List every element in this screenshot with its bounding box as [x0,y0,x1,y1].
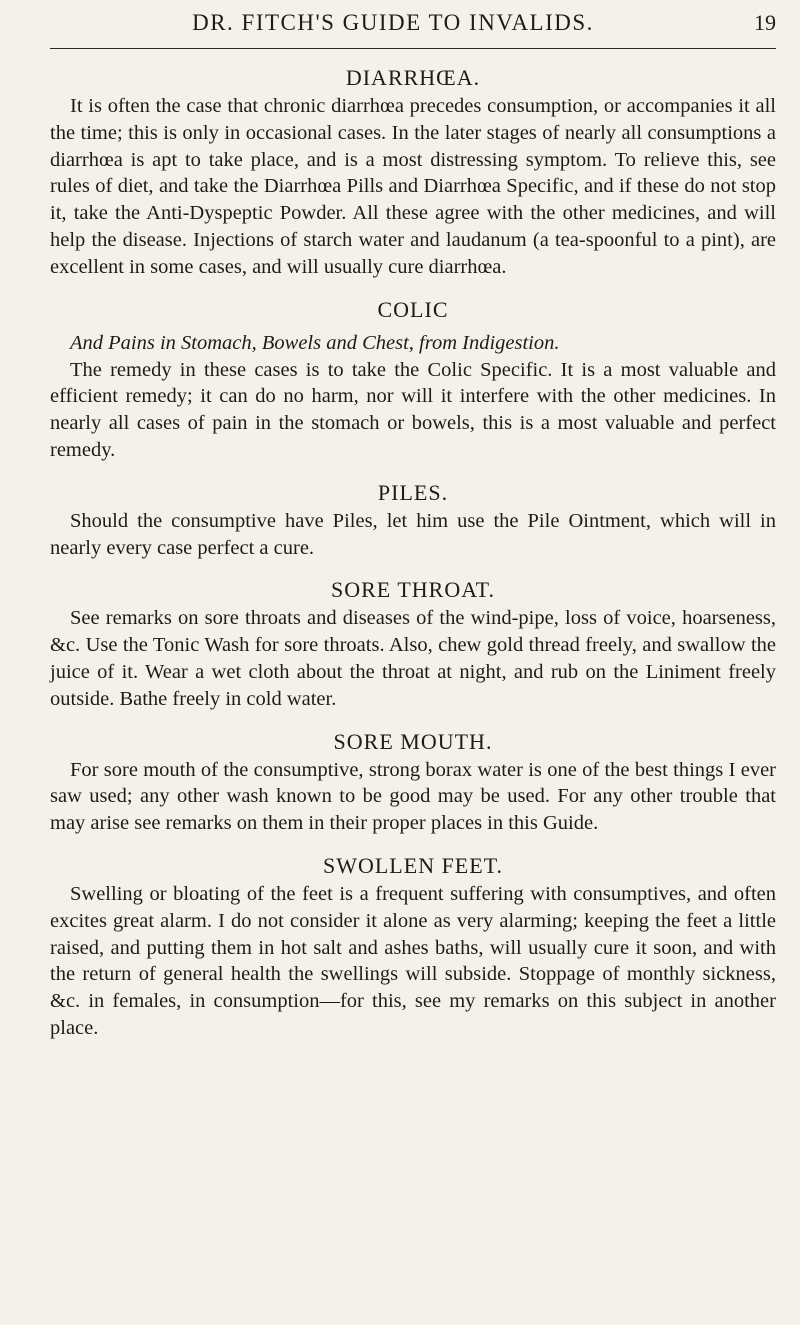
section-paragraph: For sore mouth of the consumptive, strong borax water is one of the best things I ever saw used; any other wash known to be good may be used. For any other trouble that may arise see remarks on them in their proper places in this Guide. [50,758,776,835]
section-heading: PILES. [377,479,449,505]
section-paragraph: Swelling or bloating of the feet is a frequent suffering with consumptives, and often excites great alarm. I do not consider it alone as very alarming; keeping the feet a little raised, and putting them in hot salt and ashes baths, will usually cure it soon, and with the return of general health the swellings will subside. Stoppage of monthly sickness, &c. in females, in consumption—for this, see my remarks on this subject in another place. [50,882,776,1039]
section-heading: SORE THROAT. [331,577,495,603]
running-header [50,4,776,49]
book-page [50,0,776,1325]
section-piles [50,478,776,562]
section-swollen-feet [50,851,776,1042]
section-heading: SORE MOUTH. [333,728,493,754]
section-paragraph: It is often the case that chronic diarrhœa precedes consumption, or accompanies it all the time; this is only in occasional cases. In the later stages of nearly all consumptions a diarrhœa is apt to take place, and is a most distressing symptom. To relieve this, see rules of diet, and take the Diarrhœa Pills and Diarrhœa Specific, and if these do not stop it, take the Anti-Dyspeptic Powder. All these agree with the other medicines, and will help the disease. Injections of starch water and laudanum (a tea-spoonful to a pint), are excellent in some cases, and will usually cure diarrhœa. [50,95,776,278]
section-sore-throat [50,575,776,712]
section-subheading: And Pains in Stomach, Bowels and Chest, from Indigestion. [70,331,560,354]
section-diarrhoea [50,63,776,281]
section-paragraph: See remarks on sore throats and diseases of the wind-pipe, loss of voice, hoarseness, &c. Use the Tonic Wash for sore throats. Also, chew gold thread freely, and swallow the juice of it. Wear a wet cloth about the throat at night, and rub on the Liniment freely outside. Bathe freely in cold water. [50,607,776,710]
section-heading: COLIC [377,296,449,322]
section-heading: SWOLLEN FEET. [322,852,503,878]
section-colic [50,295,776,464]
page-number: 19 [754,10,776,35]
section-paragraph: Should the consumptive have Piles, let him use the Pile Ointment, which will in nearly every case perfect a cure. [50,509,776,559]
section-heading: DIARRHŒA. [345,65,481,90]
section-sore-mouth [50,727,776,837]
running-title: DR. FITCH'S GUIDE TO INVALIDS. [192,10,594,35]
section-paragraph: The remedy in these cases is to take the Colic Specific. It is a most valuable and efficient remedy; it can do no harm, nor will it interfere with the other medicines. In nearly all cases of pain in the stomach or bowels, this is a most valuable and perfect remedy. [50,358,776,461]
